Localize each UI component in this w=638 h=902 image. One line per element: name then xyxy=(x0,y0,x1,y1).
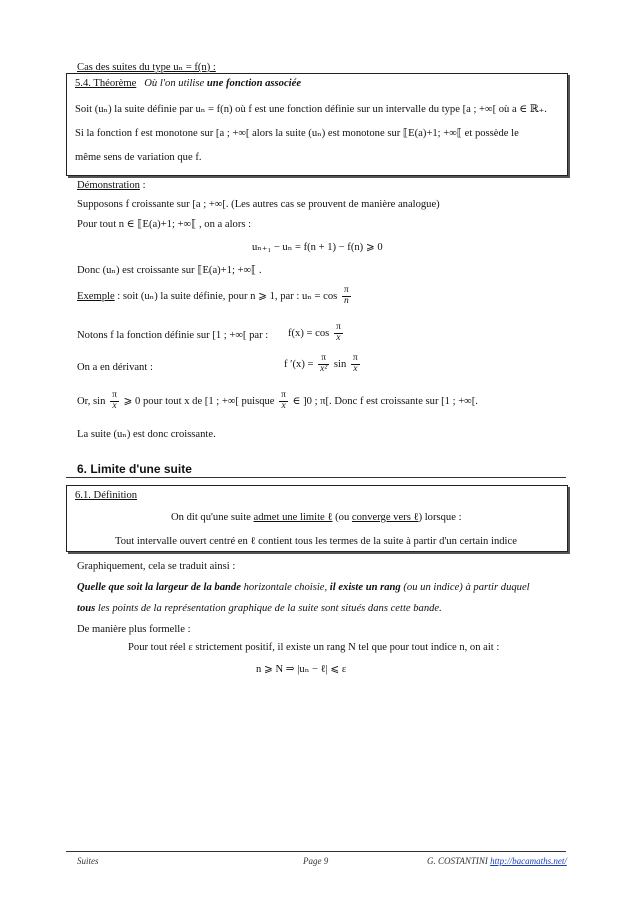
graph-l2-italic-2: (ou un indice) à partir duquel xyxy=(400,582,530,593)
or-end: ∈ ]0 ; π[. Donc f est croissante sur [1 ; +∞[. xyxy=(292,395,478,407)
definition-label: 6.1. Définition xyxy=(75,490,138,501)
def-l1-b: (ou xyxy=(335,512,350,523)
or-frac2-den: x xyxy=(281,400,286,411)
or-frac1-den: x xyxy=(112,400,117,411)
example-fraction xyxy=(342,286,351,307)
sin-text: sin xyxy=(333,358,347,370)
footer-rule xyxy=(66,851,566,852)
fprime-frac-num: π xyxy=(318,354,329,365)
or-frac2-num: π xyxy=(281,390,286,400)
graph-line-1: Graphiquement, cela se traduit ainsi : xyxy=(77,561,236,572)
theorem-subtitle-bold: une fonction associée xyxy=(206,78,302,89)
example-line xyxy=(77,286,353,307)
theorem-line-2: Si la fonction f est monotone sur [a ; +∞[ alors la suite (uₙ) est monotone sur ⟦E(a)+1; +∞⟦ et possède le xyxy=(75,128,519,139)
example-frac-num: π xyxy=(343,285,349,295)
derive-line: On a en dérivant : xyxy=(77,362,153,373)
theorem-title xyxy=(75,78,301,89)
case-heading: Cas des suites du type uₙ = f(n) : xyxy=(77,62,216,73)
demo-heading xyxy=(77,180,146,191)
footer-link[interactable]: http://bacamaths.net/ xyxy=(490,856,567,866)
fx-fraction xyxy=(334,323,343,344)
sin-frac-den: x xyxy=(353,363,358,374)
graph-line-4: De manière plus formelle : xyxy=(77,624,191,635)
footer-author: G. COSTANTINI xyxy=(427,856,488,866)
definition-line-1 xyxy=(171,512,462,523)
graph-l3-bold: tous xyxy=(77,603,96,614)
theorem-subtitle-prefix: Où l'on utilise xyxy=(144,78,205,89)
sin-frac-num: π xyxy=(352,353,358,363)
demo-line-1: Supposons f croissante sur [a ; +∞[. (Les autres cas se prouvent de manière analogue) xyxy=(77,199,440,210)
or-fraction-1 xyxy=(110,391,119,412)
definition-box xyxy=(66,485,568,552)
fx-text: f(x) = cos xyxy=(288,327,330,339)
section-divider xyxy=(66,477,566,478)
or-prefix: Or, sin xyxy=(77,395,106,407)
derivative-formula xyxy=(284,354,362,375)
footer-author-block xyxy=(427,856,567,866)
fprime-text: f ′(x) = xyxy=(284,358,314,370)
fx-frac-num: π xyxy=(335,322,341,332)
demo-label: Démonstration xyxy=(77,180,140,191)
or-middle: ⩾ 0 pour tout x de [1 ; +∞[ puisque xyxy=(123,395,275,407)
fx-frac-den: x xyxy=(336,332,341,343)
fprime-fraction xyxy=(318,354,329,375)
graph-l2-bold-1: Quelle que soit la largeur de la bande xyxy=(77,582,241,593)
footer-left: Suites xyxy=(77,856,99,866)
graph-l3-italic: les points de la représentation graphique de la suite sont situés dans cette bande. xyxy=(95,603,442,614)
def-l1-limit: admet une limite ℓ xyxy=(253,512,333,523)
demo-formula: uₙ₊₁ − uₙ = f(n + 1) − f(n) ⩾ 0 xyxy=(252,242,383,253)
graph-l2-bold-2: il existe un rang xyxy=(329,582,401,593)
theorem-box xyxy=(66,73,568,176)
definition-line-2: Tout intervalle ouvert centré en ℓ contient tous les termes de la suite à partir d'un certain indice xyxy=(115,536,517,547)
graph-line-3 xyxy=(77,603,442,614)
or-frac1-num: π xyxy=(112,390,117,400)
or-line xyxy=(77,391,478,412)
graph-formula: n ⩾ N ⇒ |uₙ − ℓ| ⩽ ε xyxy=(256,664,347,675)
sin-fraction xyxy=(351,354,360,375)
example-frac-den: n xyxy=(343,295,349,306)
example-label: Exemple xyxy=(77,290,115,302)
demo-colon: : xyxy=(139,180,146,191)
def-l1-a: On dit qu'une suite xyxy=(171,512,251,523)
graph-line-2 xyxy=(77,582,530,593)
notons-line: Notons f la fonction définie sur [1 ; +∞[ par : xyxy=(77,330,269,341)
def-l1-c: ) lorsque : xyxy=(418,512,462,523)
graph-line-5: Pour tout réel ε strictement positif, il existe un rang N tel que pour tout indice n, on ait : xyxy=(128,642,500,653)
theorem-label: 5.4. Théorème xyxy=(75,78,137,89)
fx-definition xyxy=(288,323,345,344)
demo-line-3: Donc (uₙ) est croissante sur ⟦E(a)+1; +∞⟦ . xyxy=(77,265,262,276)
fprime-frac-den: x² xyxy=(320,363,328,374)
theorem-line-3: même sens de variation que f. xyxy=(75,152,202,163)
example-conclusion: La suite (uₙ) est donc croissante. xyxy=(77,429,216,440)
def-l1-converge: converge vers ℓ xyxy=(351,512,419,523)
demo-line-2: Pour tout n ∈ ⟦E(a)+1; +∞⟦ , on a alors : xyxy=(77,219,252,230)
theorem-line-1: Soit (uₙ) la suite définie par uₙ = f(n) où f est une fonction définie sur un intervalle du type [a ; +∞[ où a ∈ ℝ₊. xyxy=(75,104,547,115)
example-text: : soit (uₙ) la suite définie, pour n ⩾ 1, par : uₙ = cos xyxy=(114,290,338,302)
or-fraction-2 xyxy=(279,391,288,412)
graph-l2-italic-1: horizontale choisie, xyxy=(240,582,330,593)
footer-page: Page 9 xyxy=(303,856,329,866)
section-6-title: 6. Limite d'une suite xyxy=(77,462,192,476)
